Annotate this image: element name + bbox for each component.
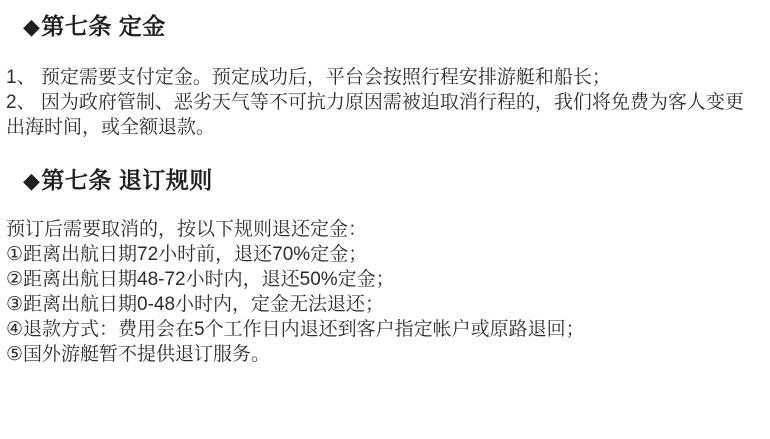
cancellation-heading-title: 第七条 退订规则: [41, 167, 213, 193]
section-deposit: [6, 12, 760, 140]
deposit-body: [6, 65, 760, 140]
diamond-bullet-icon: ◆: [23, 168, 41, 193]
cancellation-rule-3: ③距离出航日期0-48小时内，定金无法退还；: [6, 294, 385, 315]
cancellation-body: [6, 217, 760, 367]
cancellation-rule-5: ⑤国外游艇暂不提供退订服务。: [6, 344, 271, 365]
deposit-rule-1: 1、 预定需要支付定金。预定成功后，平台会按照行程安排游艇和船长；: [6, 67, 611, 88]
deposit-heading-title: 第七条 定金: [41, 13, 166, 39]
cancellation-intro: 预订后需要取消的，按以下规则退还定金：: [6, 219, 368, 240]
cancellation-rule-4: ④退款方式：费用会在5个工作日内退还到客户指定帐户或原路退回；: [6, 319, 585, 340]
cancellation-rule-2: ②距离出航日期48-72小时内，退还50%定金；: [6, 269, 395, 290]
deposit-heading: [23, 12, 760, 41]
diamond-bullet-icon: ◆: [23, 14, 41, 39]
cancellation-heading: [23, 166, 760, 195]
section-cancellation: [6, 166, 760, 367]
cancellation-rule-1: ①距离出航日期72小时前，退还70%定金；: [6, 244, 368, 265]
deposit-rule-2: 2、 因为政府管制、恶劣天气等不可抗力原因需被迫取消行程的，我们将免费为客人变更出海时间，或全额退款。: [6, 92, 744, 138]
